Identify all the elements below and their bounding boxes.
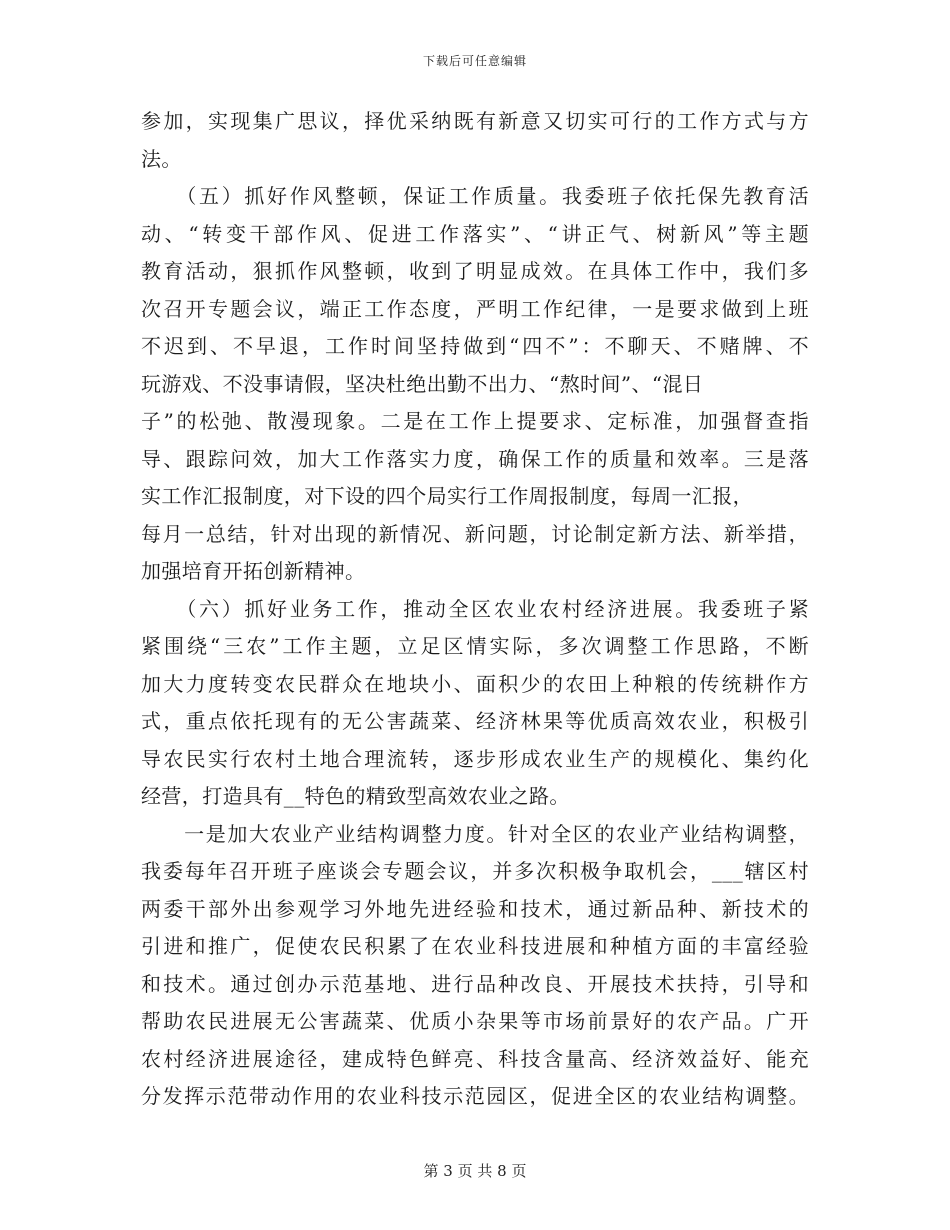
text-line: 子”的松弛、散漫现象。二是在工作上提要求、定标准，加强督查指: [141, 409, 809, 433]
text-line: 次召开专题会议，端正工作态度，严明工作纪律，一是要求做到上班: [141, 296, 809, 321]
text-line: 导农民实行农村土地合理流转，逐步形成农业生产的规模化、集约化: [141, 746, 809, 771]
text-line: 分发挥示范带动作用的农业科技示范园区，促进全区的农业结构调整。: [141, 1084, 809, 1108]
text-line: 农村经济进展途径，建成特色鲜亮、科技含量高、经济效益好、能充: [141, 1046, 809, 1071]
text-line: 法。: [141, 146, 182, 171]
text-line: 经营，打造具有__特色的精致型高效农业之路。: [141, 784, 570, 808]
text-line: 紧围绕“三农”工作主题，立足区情实际，多次调整工作思路，不断: [141, 634, 809, 658]
text-line: 和技术。通过创办示范基地、进行品种改良、开展技术扶持，引导和: [141, 971, 809, 996]
text-line: 加大力度转变农民群众在地块小、面积少的农田上种粮的传统耕作方: [141, 671, 809, 696]
text-line: 教育活动，狠抓作风整顿，收到了明显成效。在具体工作中，我们多: [141, 259, 809, 283]
text-line: 不迟到、不早退，工作时间坚持做到“四不”：不聊天、不赌牌、不: [141, 334, 809, 358]
text-line: 导、跟踪问效，加大工作落实力度，确保工作的质量和效率。三是落: [141, 446, 809, 471]
text-line: 动、“转变干部作风、促进工作落实”、“讲正气、树新风”等主题: [141, 221, 809, 246]
text-line: （五）抓好作风整顿，保证工作质量。我委班子依托保先教育活: [141, 184, 809, 208]
text-line: 玩游戏、不没事请假，坚决杜绝出勤不出力、“熬时间”、“混日: [141, 371, 704, 396]
page-number: 第 3 页 共 8 页: [423, 1162, 527, 1180]
text-line: （六）抓好业务工作，推动全区农业农村经济进展。我委班子紧: [141, 596, 809, 621]
text-line: 两委干部外出参观学习外地先进经验和技术，通过新品种、新技术的: [141, 896, 809, 921]
text-line: 我委每年召开班子座谈会专题会议，并多次积极争取机会，___辖区村: [141, 859, 809, 883]
page-header: 下载后可任意编辑: [422, 54, 527, 68]
document-body: [141, 103, 809, 1116]
text-line: 一是加大农业产业结构调整力度。针对全区的农业产业结构调整，: [141, 821, 809, 846]
text-line: 参加，实现集广思议，择优采纳既有新意又切实可行的工作方式与方: [141, 109, 809, 133]
text-line: 每月一总结，针对出现的新情况、新问题，讨论制定新方法、新举措，: [141, 521, 809, 546]
text-line: 加强培育开拓创新精神。: [141, 559, 366, 583]
text-line: 实工作汇报制度，对下设的四个局实行工作周报制度，每周一汇报，: [141, 484, 753, 508]
text-line: 帮助农民进展无公害蔬菜、优质小杂果等市场前景好的农产品。广开: [141, 1009, 809, 1033]
text-line: 式，重点依托现有的无公害蔬菜、经济林果等优质高效农业，积极引: [141, 709, 809, 733]
text-line: 引进和推广，促使农民积累了在农业科技进展和种植方面的丰富经验: [141, 934, 809, 958]
